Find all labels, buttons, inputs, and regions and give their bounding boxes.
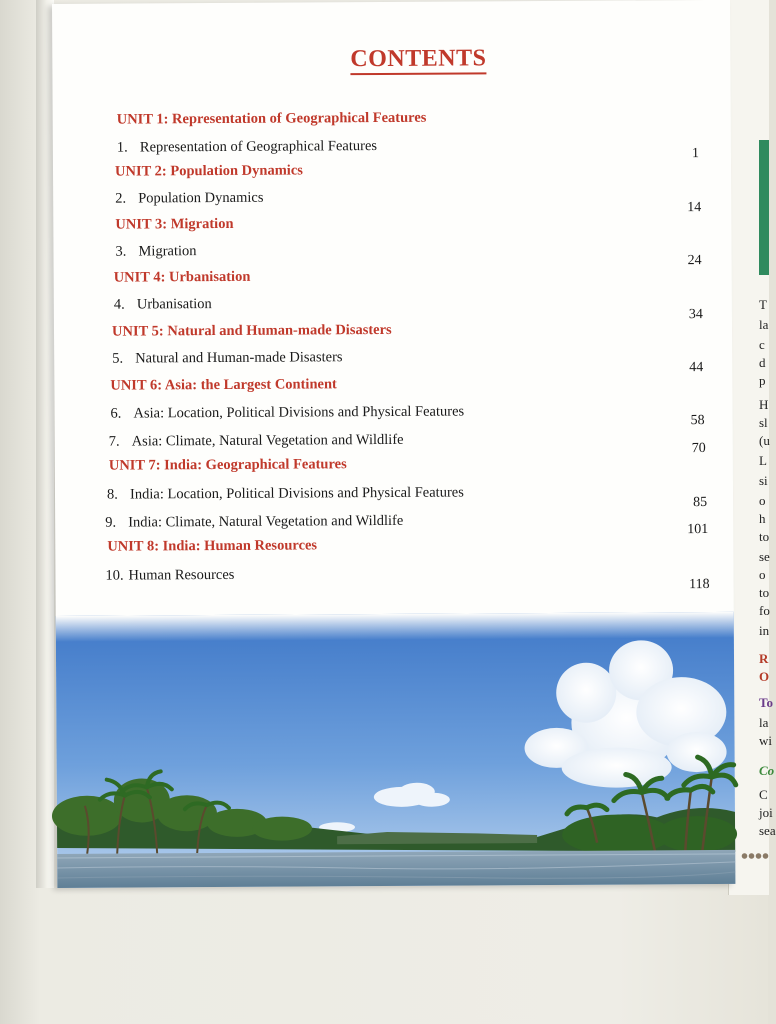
facing-page-green-bar <box>759 140 769 275</box>
chapter-title: Urbanisation <box>136 296 212 313</box>
chapter-number: 6. <box>110 405 122 422</box>
unit-heading: UNIT 2: Population Dynamics <box>114 162 303 180</box>
chapter-title: Representation of Geographical Features <box>139 138 378 156</box>
page-number: 85 <box>693 495 708 511</box>
page-number: 1 <box>691 146 699 162</box>
facing-page-text-fragment: (u <box>759 433 770 448</box>
chapter-number: 1. <box>116 139 128 156</box>
facing-page-text-fragment: R <box>759 651 769 666</box>
page-number: 118 <box>689 576 710 593</box>
chapter-number: 8. <box>106 486 118 503</box>
facing-page-text-fragment: se <box>759 549 770 564</box>
chapter-title: India: Climate, Natural Vegetation and Wildlife <box>128 512 404 531</box>
facing-page-text-fragment: o <box>759 493 766 508</box>
chapter-entry <box>109 432 404 451</box>
page-number: 101 <box>687 522 709 538</box>
unit-heading: UNIT 1: Representation of Geographical Features <box>116 109 427 128</box>
chapter-number: 3. <box>115 243 127 260</box>
chapter-title: Asia: Climate, Natural Vegetation and Wildlife <box>131 431 404 450</box>
chapter-entry <box>114 296 212 314</box>
chapter-number: 9. <box>105 514 117 531</box>
chapter-entry <box>115 243 196 260</box>
facing-page-text-fragment: Co <box>759 763 775 778</box>
unit-heading: UNIT 3: Migration <box>115 215 234 233</box>
facing-page-text-fragment: h <box>759 511 766 526</box>
chapter-number: 7. <box>108 433 120 450</box>
facing-page-text-fragment: joi <box>759 805 773 820</box>
facing-page-text-fragment: fo <box>759 603 770 618</box>
facing-page-text-fragment: la <box>759 317 769 332</box>
chapter-entry <box>105 567 234 585</box>
chapter-title: India: Location, Political Divisions and Physical Features <box>129 484 464 503</box>
backwater-landscape-photo <box>56 612 736 888</box>
chapter-entry <box>117 138 377 157</box>
facing-page-text-fragment: H <box>759 397 769 412</box>
chapter-entry <box>115 190 263 208</box>
contents-page <box>52 0 735 888</box>
chapter-title: Natural and Human-made Disasters <box>135 349 343 367</box>
unit-heading: UNIT 5: Natural and Human-made Disasters <box>111 321 392 340</box>
facing-page-text-fragment: wi <box>759 733 772 748</box>
chapter-entry <box>107 484 464 503</box>
facing-page-text-fragment: C <box>759 787 768 802</box>
facing-page-text-fragment: to <box>759 529 770 544</box>
facing-page-text-fragment: la <box>759 715 769 730</box>
page-number: 34 <box>688 307 703 323</box>
page-number: 58 <box>690 413 705 429</box>
facing-page-text-fragment: To <box>759 695 773 710</box>
facing-page-text-fragment: L <box>759 453 767 468</box>
chapter-entry <box>110 403 464 422</box>
unit-heading: UNIT 7: India: Geographical Features <box>108 456 347 474</box>
page-title: CONTENTS <box>350 45 486 75</box>
chapter-title: Asia: Location, Political Divisions and Physical Features <box>133 403 465 422</box>
unit-heading: UNIT 4: Urbanisation <box>113 268 251 286</box>
book-spine <box>36 0 54 888</box>
chapter-title: Human Resources <box>128 566 235 584</box>
chapter-number: 5. <box>112 350 124 367</box>
page-number: 14 <box>687 200 702 216</box>
unit-heading: UNIT 8: India: Human Resources <box>107 537 318 555</box>
chapter-entry <box>112 349 342 367</box>
facing-page-text-fragment: sl <box>759 415 768 430</box>
page-number: 70 <box>691 441 706 457</box>
facing-page-text-fragment: si <box>759 473 768 488</box>
page-number: 44 <box>689 360 704 376</box>
page-number: 24 <box>687 253 702 269</box>
facing-page-text-fragment: c <box>759 337 765 352</box>
facing-page-text-fragment: o <box>759 567 766 582</box>
chapter-number: 10. <box>105 567 124 584</box>
unit-heading: UNIT 6: Asia: the Largest Continent <box>110 376 337 394</box>
facing-page-text-fragment: p <box>759 373 766 388</box>
facing-page-text-fragment: d <box>759 355 766 370</box>
facing-page-text-fragment: T <box>759 297 767 312</box>
facing-page-text-fragment: to <box>759 585 770 600</box>
facing-page-text-fragment: O <box>759 669 770 684</box>
chapter-title: Migration <box>138 243 197 260</box>
chapter-number: 4. <box>113 296 125 313</box>
facing-page-text-fragment: in <box>759 623 770 638</box>
chapter-title: Population Dynamics <box>138 189 264 207</box>
chapter-number: 2. <box>115 190 127 207</box>
decorative-dots <box>741 851 769 861</box>
facing-page-text-fragment: sea <box>759 823 776 838</box>
chapter-entry <box>105 513 403 532</box>
